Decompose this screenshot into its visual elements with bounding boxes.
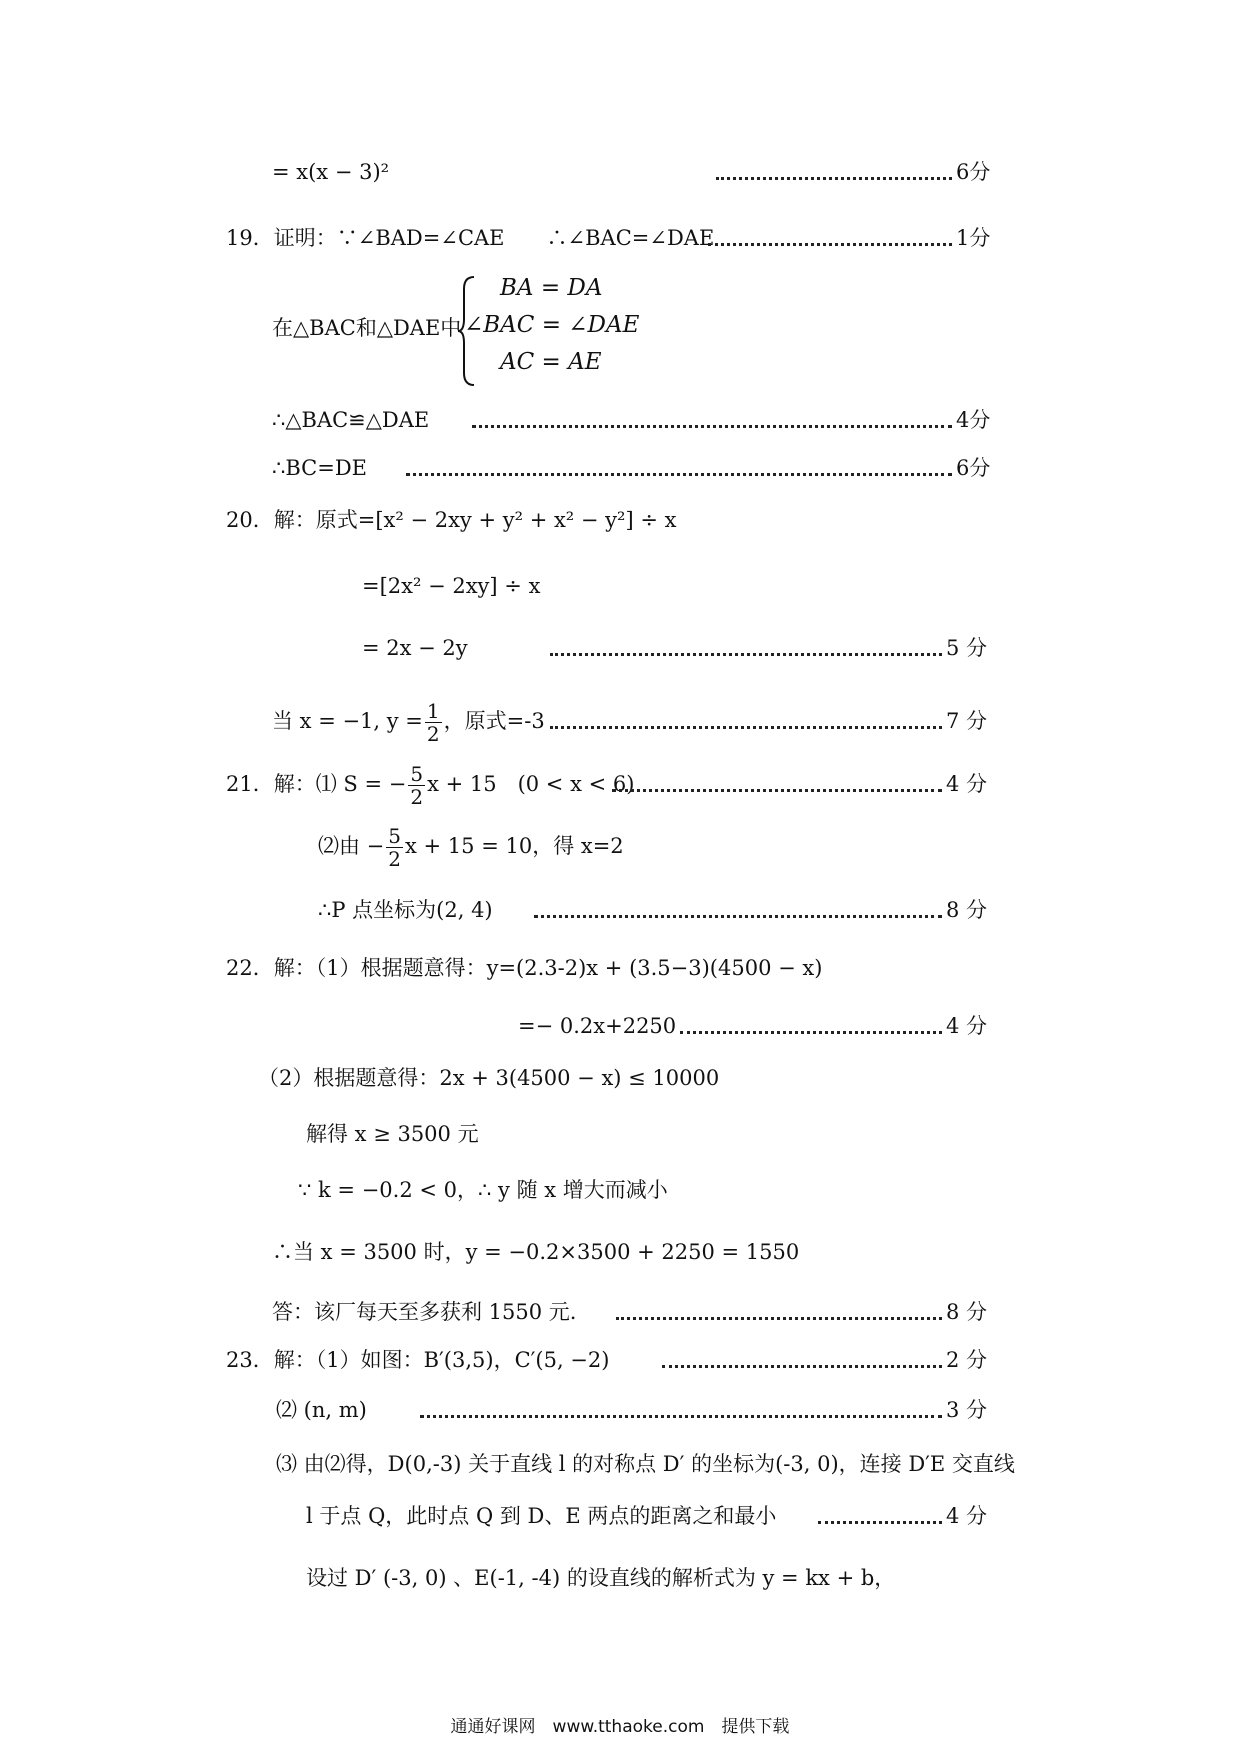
problem-21-line — [0, 756, 1240, 812]
score-label: 6分 — [956, 456, 991, 480]
dot-leader — [472, 398, 952, 442]
dot-leader — [534, 888, 942, 932]
proof-statement: 19．证明：∵∠BAD=∠CAE ∴∠BAC=∠DAE — [226, 226, 715, 250]
score-label: 3 分 — [946, 1398, 988, 1422]
dot-leader — [716, 150, 952, 194]
conclusion-text: ∴BC=DE — [272, 456, 368, 480]
problem-23-line — [0, 1338, 1240, 1382]
math-expression: 22．解：（1）根据题意得：y=(2.3-2)x + (3.5−3)(4500 − x) — [226, 956, 823, 980]
math-expression: （2）根据题意得：2x + 3(4500 − x) ≤ 10000 — [258, 1066, 720, 1090]
score-label: 4 分 — [946, 1504, 988, 1528]
solution-line — [0, 1442, 1240, 1486]
answer-line — [0, 1290, 1240, 1334]
dot-leader — [708, 216, 952, 260]
problem-20-line — [0, 498, 1240, 542]
math-expression: 20．解：原式=[x² − 2xy + y² + x² − y²] ÷ x — [226, 508, 677, 532]
solution-line — [0, 888, 1240, 932]
math-expression: 23．解：（1）如图：B′(3,5)，C′(5, −2) — [226, 1348, 610, 1372]
problem-22-line — [0, 946, 1240, 990]
dot-leader — [550, 699, 942, 743]
dot-leader — [616, 1290, 942, 1334]
score-label: 4分 — [956, 408, 991, 432]
explanation-text: 设过 D′ (-3, 0) 、E(-1, -4) 的设直线的解析式为 y = kx + b， — [306, 1566, 896, 1590]
score-label: 6分 — [956, 160, 991, 184]
problem-19-line — [0, 216, 1240, 260]
substitution-text: 当 x = −1, y = $\frac{1}{2}$ ，原式=-3 — [272, 699, 545, 746]
fraction: $\frac{1}{2}$ — [426, 699, 440, 746]
fraction: $\frac{5}{2}$ — [410, 762, 424, 809]
solution-line — [0, 818, 1240, 874]
solution-line — [0, 1004, 1240, 1048]
condition-prefix: 在△BAC和△DAE中 — [272, 316, 462, 340]
explanation-text: l 于点 Q，此时点 Q 到 D、E 两点的距离之和最小 — [306, 1504, 777, 1528]
score-label: 4 分 — [946, 1014, 988, 1038]
math-expression: =− 0.2x+2250 — [518, 1014, 677, 1038]
fraction: $\frac{5}{2}$ — [388, 824, 402, 871]
math-expression: 解得 x ≥ 3500 元 — [306, 1122, 479, 1146]
score-label: 1分 — [956, 226, 991, 250]
solution-line — [0, 1112, 1240, 1156]
conclusion-text: ∴P 点坐标为(2, 4) — [318, 898, 493, 922]
solution-line — [0, 693, 1240, 749]
score-label: 5 分 — [946, 636, 988, 660]
score-label: 4 分 — [946, 772, 988, 796]
math-expression: = 2x − 2y — [362, 636, 468, 660]
equation-ba-da: BA = DA — [500, 275, 603, 301]
conclusion-text: ∴△BAC≌△DAE — [272, 408, 430, 432]
math-expression: 21．解：⑴ S = − $\frac{5}{2}$ x + 15 (0 < x < 6) — [226, 762, 635, 809]
dot-leader — [662, 1338, 942, 1382]
solution-line — [0, 626, 1240, 670]
explanation-text: ⑶ 由⑵得，D(0,-3) 关于直线 l 的对称点 D′ 的坐标为(-3, 0)，连接 D′E 交直线 — [276, 1452, 1015, 1476]
solution-line — [0, 1556, 1240, 1600]
math-expression: = x(x − 3)² — [272, 160, 390, 184]
dot-leader — [680, 1004, 942, 1048]
score-label: 8 分 — [946, 898, 988, 922]
math-expression: =[2x² − 2xy] ÷ x — [362, 574, 541, 598]
solution-line — [0, 1168, 1240, 1212]
solution-line — [0, 1056, 1240, 1100]
math-expression: ∵ k = −0.2 < 0，∴ y 随 x 增大而减小 — [298, 1178, 668, 1202]
solution-line — [0, 1388, 1240, 1432]
dot-leader — [550, 626, 942, 670]
page-footer: 通通好课网 www.tthaoke.com 提供下载 — [450, 1717, 790, 1737]
dot-leader — [420, 1388, 942, 1432]
score-label: 7 分 — [946, 709, 988, 733]
score-label: 8 分 — [946, 1300, 988, 1324]
equation-ac-ae: AC = AE — [500, 349, 602, 375]
equation-angle-bac-dae: ∠BAC = ∠DAE — [464, 312, 640, 338]
dot-leader — [612, 762, 942, 806]
dot-leader — [406, 446, 952, 490]
math-expression: ∴当 x = 3500 时，y = −0.2×3500 + 2250 = 1550 — [272, 1240, 800, 1264]
solution-line — [0, 398, 1240, 442]
solution-line — [0, 564, 1240, 608]
answer-text: 答：该厂每天至多获利 1550 元. — [272, 1300, 577, 1324]
solution-line — [0, 1494, 1240, 1538]
solution-line — [0, 150, 1240, 194]
solution-line — [0, 446, 1240, 490]
solution-line — [0, 1230, 1240, 1274]
math-expression: ⑵由 − $\frac{5}{2}$ x + 15 = 10，得 x=2 — [318, 824, 624, 871]
dot-leader — [818, 1494, 942, 1538]
math-expression: ⑵ (n, m) — [276, 1398, 367, 1422]
score-label: 2 分 — [946, 1348, 988, 1372]
